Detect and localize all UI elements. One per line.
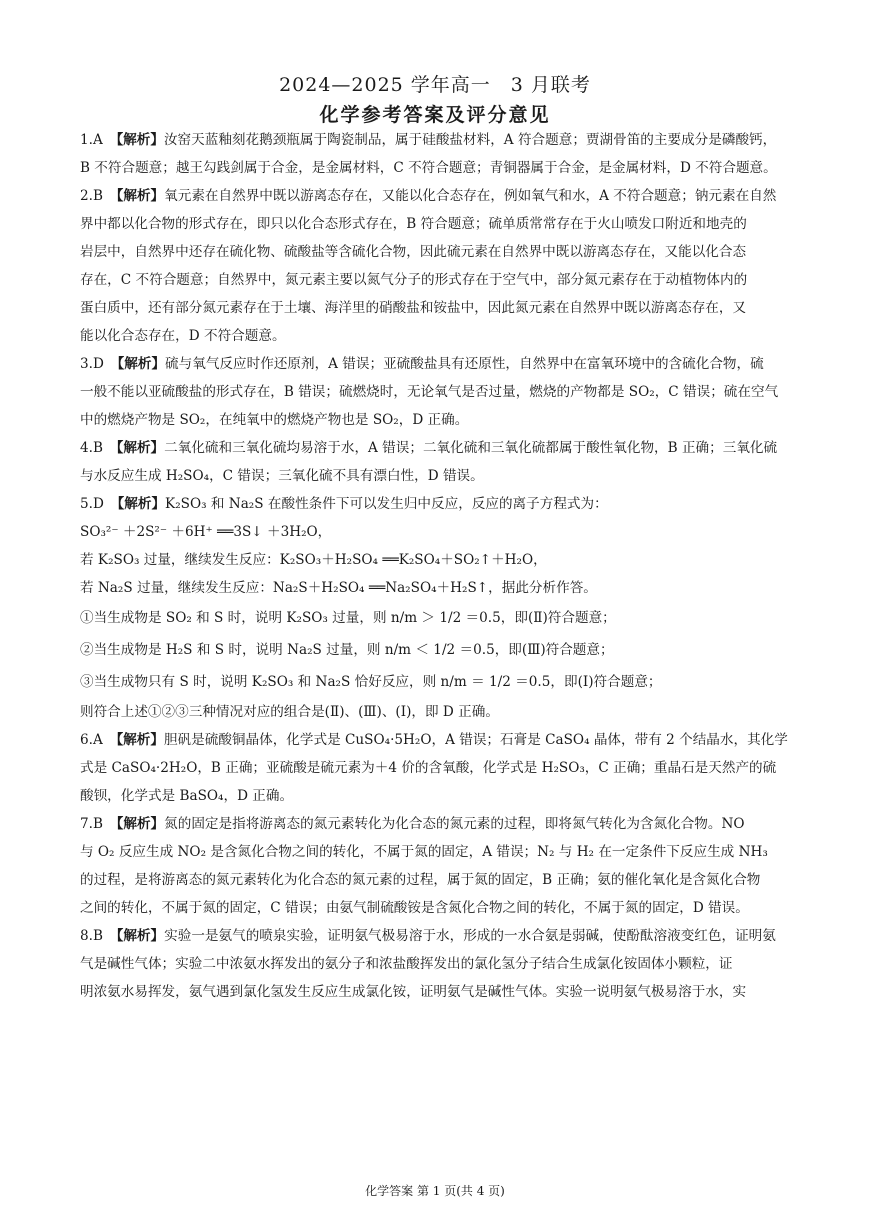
text-line (80, 782, 792, 810)
answer-key-title: 化学参考答案及评分意见 (319, 104, 551, 126)
page-footer: 化学答案 第 1 页(共 4 页) (365, 1184, 505, 1198)
text-line (80, 406, 792, 434)
text-line (80, 378, 792, 406)
line-text: 一般不能以亚硫酸盐的形式存在，B 错误；硫燃烧时，无论氧气是否过量，燃烧的产物都是 SO₂，C 错误；硫在空气 (80, 384, 779, 400)
question-number: 6.A (80, 732, 117, 748)
text-line (80, 574, 792, 602)
question-number: 3.D (80, 356, 118, 372)
text-line (80, 894, 792, 922)
question-number: 1.A (80, 132, 117, 148)
text-line (80, 126, 792, 154)
text-line (80, 666, 792, 698)
question-number: 7.B (80, 816, 117, 832)
text-line (80, 322, 792, 350)
text-line (80, 266, 792, 294)
question-number: 5.D (80, 496, 118, 512)
text-line (80, 434, 792, 462)
exam-title: 2024—2025 学年高一 3 月联考 (279, 74, 591, 96)
text-line (80, 754, 792, 782)
analysis-tag: 【解析】 (116, 132, 164, 148)
text-line (80, 350, 792, 378)
line-text: 的过程，是将游离态的氮元素转化为化合态的氮元素的过程，属于氮的固定，B 正确；氨的催化氧化是含氮化合物 (80, 872, 761, 888)
line-text: 氧元素在自然界中既以游离态存在，又能以化合态存在，例如氧气和水，A 不符合题意；钠元素在自然 (164, 188, 777, 204)
text-line (80, 922, 792, 950)
line-text: 酸钡，化学式是 BaSO₄，D 正确。 (80, 788, 294, 804)
text-line (80, 726, 792, 754)
text-line (80, 238, 792, 266)
text-line (80, 602, 792, 634)
line-text: 则符合上述①②③三种情况对应的组合是(Ⅱ)、(Ⅲ)、(Ⅰ)，即 D 正确。 (80, 704, 499, 720)
analysis-tag: 【解析】 (116, 188, 165, 204)
text-line (80, 462, 792, 490)
line-text: B 不符合题意；越王勾践剑属于合金，是金属材料，C 不符合题意；青铜器属于合金，是金属材料，D 不符合题意。 (80, 160, 777, 176)
answer-content (80, 126, 792, 1006)
line-text: 硫与氧气反应时作还原剂，A 错误；亚硫酸盐具有还原性，自然界中在富氧环境中的含硫化合物，硫 (165, 356, 764, 372)
line-text: 汝窑天蓝釉刻花鹅颈瓶属于陶瓷制品，属于硅酸盐材料，A 符合题意；贾湖骨笛的主要成分是磷酸钙， (163, 132, 777, 148)
line-text: 实验一是氨气的喷泉实验，证明氨气极易溶于水，形成的一水合氨是弱碱，使酚酞溶液变红色，证明氨 (164, 928, 776, 944)
line-text: 能以化合态存在，D 不符合题意。 (80, 328, 286, 344)
analysis-tag: 【解析】 (116, 816, 165, 832)
analysis-tag: 【解析】 (116, 928, 165, 944)
text-line (80, 182, 792, 210)
text-line (80, 838, 792, 866)
question-number: 4.B (80, 440, 117, 456)
analysis-tag: 【解析】 (116, 732, 164, 748)
line-text: 胆矾是硫酸铜晶体，化学式是 CuSO₄·5H₂O，A 错误；石膏是 CaSO₄ 晶体，带有 2 个结晶水，其化学 (163, 732, 788, 748)
line-text: 氮的固定是指将游离态的氮元素转化为化合态的氮元素的过程，即将氮气转化为含氮化合物。NO (164, 816, 745, 832)
analysis-tag: 【解析】 (117, 496, 166, 512)
text-line (80, 698, 792, 726)
text-line (80, 950, 792, 978)
line-text: 存在，C 不符合题意；自然界中，氮元素主要以氮气分子的形式存在于空气中，部分氮元素存在于动植物体内的 (80, 272, 748, 288)
line-text: 之间的转化，不属于氮的固定，C 错误；由氨气制硫酸铵是含氮化合物之间的转化，不属于氮的固定，D 错误。 (80, 900, 749, 916)
line-text: K₂SO₃ 和 Na₂S 在酸性条件下可以发生归中反应，反应的离子方程式为： (165, 496, 608, 512)
line-text: 若 Na₂S 过量，继续发生反应：Na₂S＋H₂SO₄ ══Na₂SO₄＋H₂S↑，据此分析作答。 (80, 580, 597, 596)
analysis-tag: 【解析】 (117, 356, 166, 372)
text-line (80, 634, 792, 666)
line-text: 界中都以化合物的形式存在，即只以化合态形式存在，B 符合题意；硫单质常常存在于火山喷发口附近和地壳的 (80, 216, 747, 232)
line-text: 明浓氨水易挥发，氨气遇到氯化氢发生反应生成氯化铵，证明氨气是碱性气体。实验一说明氨气极易溶于水，实 (80, 984, 747, 1000)
text-line (80, 978, 792, 1006)
text-line (80, 518, 792, 546)
question-number: 8.B (80, 928, 117, 944)
text-line (80, 866, 792, 894)
line-text: ①当生成物是 SO₂ 和 S 时，说明 K₂SO₃ 过量，则 n/m ＞ 1/2 ＝0.5，即(Ⅱ)符合题意； (80, 610, 616, 626)
line-text: 中的燃烧产物是 SO₂，在纯氧中的燃烧产物也是 SO₂，D 正确。 (80, 412, 469, 428)
line-text: ②当生成物是 H₂S 和 S 时，说明 Na₂S 过量，则 n/m ＜ 1/2 ＝0.5，即(Ⅲ)符合题意； (80, 642, 614, 658)
line-text: 与水反应生成 H₂SO₄，C 错误；三氧化硫不具有漂白性，D 错误。 (80, 468, 484, 484)
line-text: 式是 CaSO₄·2H₂O，B 正确；亚硫酸是硫元素为＋4 价的含氧酸，化学式是 H₂SO₃，C 正确；重晶石是天然产的硫 (80, 760, 777, 776)
line-text: 若 K₂SO₃ 过量，继续发生反应：K₂SO₃＋H₂SO₄ ══K₂SO₄＋SO₂↑＋H₂O， (80, 552, 547, 568)
analysis-tag: 【解析】 (116, 440, 165, 456)
line-text: 与 O₂ 反应生成 NO₂ 是含氮化合物之间的转化，不属于氮的固定，A 错误；N₂ 与 H₂ 在一定条件下反应生成 NH₃ (80, 844, 768, 860)
text-line (80, 210, 792, 238)
line-text: 蛋白质中，还有部分氮元素存在于土壤、海洋里的硝酸盐和铵盐中，因此氮元素在自然界中既以游离态存在，又 (80, 300, 747, 316)
text-line (80, 294, 792, 322)
line-text: 气是碱性气体；实验二中浓氨水挥发出的氨分子和浓盐酸挥发出的氯化氢分子结合生成氯化铵固体小颗粒，证 (80, 956, 733, 972)
text-line (80, 154, 792, 182)
text-line (80, 490, 792, 518)
line-text: 二氧化硫和三氧化硫均易溶于水，A 错误；二氧化硫和三氧化硫都属于酸性氧化物，B 正确；三氧化硫 (164, 440, 778, 456)
text-line (80, 546, 792, 574)
question-number: 2.B (80, 188, 117, 204)
line-text: SO₃²⁻ ＋2S²⁻ ＋6H⁺ ══3S↓ ＋3H₂O， (80, 524, 332, 540)
line-text: 岩层中，自然界中还存在硫化物、硫酸盐等含硫化合物，因此硫元素在自然界中既以游离态存在，又能以化合态 (80, 244, 747, 260)
line-text: ③当生成物只有 S 时，说明 K₂SO₃ 和 Na₂S 恰好反应，则 n/m ＝ 1/2 ＝0.5，即(Ⅰ)符合题意； (80, 674, 662, 690)
text-line (80, 810, 792, 838)
